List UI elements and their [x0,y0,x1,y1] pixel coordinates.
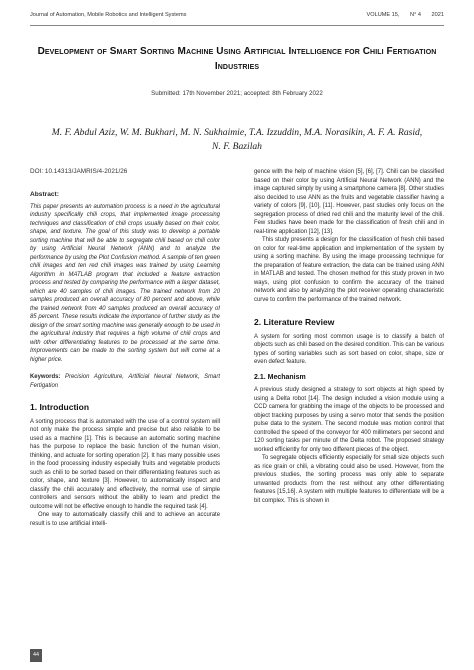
keywords-text: Precision Agriculture, Artificial Neural Network, Smart Fertigation [30,374,220,389]
paragraph: A previous study designed a strategy to sort objects at high speed by using a Delta robot [14]. The design included a vision module using a CCD camera for grabbing the image of the objects to be processed and object tracking purposes by using a servo motor that sends the position pulse data to the system. The second module was motion control that controlled the speed of the conveyor for 400 millimeters per second and 120 sorting tasks per minute of the Delta robot. The proposed strategy worked efficiently for only two different pieces of the object. [254,387,444,453]
keywords-label: Keywords: [30,374,61,380]
issue-info [358,12,445,24]
abstract-text: This paper presents an automation process is a need in the agricultural industry specifically chili crops, that implemented image processing techniques and classification of chili crops usually based on their color, shape, and texture. The goal of this study was to develop a portable sorting machine that will be able to segregate chili based on chili color by using Artificial Neural Network (ANN) and to analyze the performance by using the Plot Confusion method. A sample of ten green chili images and ten red chili images was trained by using Learning Algorithm in MATLAB program that included a feature extraction process and tested by comparing the performance with a larger dataset, which are 40 samples of chili images. The trained network from 20 samples produced an overall accuracy of 80 percent and above, while the trained network from 40 samples produced an overall accuracy of 85 percent. These results indicate the importance of further study as the design of the smart sorting machine was generally enough to be used in the agricultural industry that requires a high volume of chili crops and with other differentiating features to be processed at the same time. Improvements can be made to the sorting system but will come at a higher price. [30,203,220,363]
volume-label: VOLUME 15, [366,12,400,18]
number-label: N° 4 [410,12,421,18]
paragraph: This study presents a design for the classification of fresh chili based on color for real-time application and implementation of the system by using a sorting machine. By using the image processing technique for the preparation of feature extraction, the data can be trained using ANN in MATLAB and tested. The chosen method for this study proven in two ways, using plot confusion to confirm the accuracy of the trained network and also by analyzing the plot receiver operating characteristic curve to confirm the performance of the trained network. [254,237,444,303]
journal-name: Journal of Automation, Mobile Robotics and Intelligent Systems [30,12,187,18]
year-label: 2021 [431,12,444,18]
section-heading-introduction: 1. Introduction [30,402,90,412]
left-column [30,168,220,648]
abstract-heading: Abstract: [30,191,59,198]
paragraph: One way to automatically classify chili and to achieve an accurate result is to use artificial intelli- [30,512,220,527]
paragraph: gence with the help of machine vision [5], [6], [7]. Chili can be classified based on their color by using Artificial Neural Network (ANN) and the image captured simply by using a smartphone camera [8]. Other studies also decided to use ANN as the fruits and vegetable classifier having a variety of colors [9], [10], [11]. However, past studies only focus on the segregation process of dried red chili and the maturity level of the chili. Few studies have been made for the classification of fresh chili and in real-time application [12], [13]. [254,169,444,235]
keywords [30,373,220,390]
section-heading-literature-review: 2. Literature Review [254,317,335,327]
running-header [30,12,444,24]
subsection-heading-mechanism: 2.1. Mechanism [254,373,306,381]
submission-dates: Submitted: 17th November 2021; accepted: 8th February 2022 [151,90,323,97]
paragraph: A sorting process that is automated with the use of a control system will not only make the process simple and precise but also reliable to be used as a machine [1]. This is because an automatic sorting machine has the purpose to replace the basic function of the human vision, thinking, and actuate for sorting operation [2]. It has many possible uses in the food processing industry especially fruits and vegetable products such as chili to be sorted based on their differentiating features such as color, shape, and texture [3]. However, to automatically inspect and classify the chili accurately and effectively, the normal use of simple controllers and sensors without the ability to learn and predict the outcome will not be effective enough to handle the required task [4]. [30,418,220,510]
header-divider [30,25,444,26]
paragraph: A system for sorting most common usage is to classify a batch of objects such as chili based on the desired condition. This can be various types of sorting variables such as sort based on color, shape, size or even defect feature. [254,333,444,365]
article-title: Development of Smart Sorting Machine Using Artificial Intelligence for Chili Fertigation Industries [37,46,437,72]
author-list: M. F. Abdul Aziz, W. M. Bukhari, M. N. Sukhaimie, T.A. Izzuddin, M.A. Norasikin, A. F. A. Rasid, N. F. Bazilah [51,127,423,152]
right-column [254,168,444,648]
page-number: 44 [33,652,39,658]
doi-link[interactable]: DOI: 10.14313/JAMRIS/4-2021/26 [30,168,128,175]
paragraph: To segregate objects efficiently especially for small size objects such as rice grain or chili, a vibrating could also be used. However, from the previous studies, the sorting process was only able to separate unwanted products from the rest without any other differentiating features [15,16]. A system with multiple features to differentiate will be a bit complex. This is shown in [254,455,444,504]
